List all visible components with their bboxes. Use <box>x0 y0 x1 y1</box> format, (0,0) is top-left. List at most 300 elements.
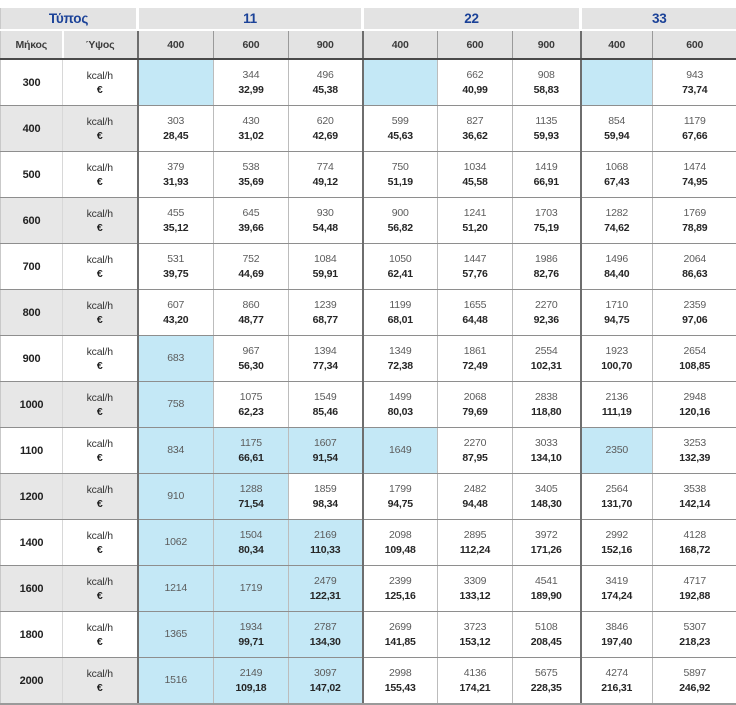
eur-value: 59,94 <box>582 129 653 144</box>
eur-value: 39,75 <box>139 267 214 282</box>
unit-cell <box>63 336 138 382</box>
eur-value: 35,12 <box>139 221 214 236</box>
eur-value: 40,99 <box>438 83 512 98</box>
eur-value: 131,70 <box>582 497 653 512</box>
value-cell <box>138 612 214 658</box>
table-row <box>1 336 736 382</box>
length-cell: 900 <box>1 336 63 382</box>
kcal-value: 1394 <box>289 344 362 359</box>
value-cell <box>513 152 581 198</box>
value-cell <box>289 474 363 520</box>
eur-value: 84,40 <box>582 267 653 282</box>
value-cell <box>138 336 214 382</box>
table-row <box>1 290 736 336</box>
eur-value: 48,77 <box>214 313 288 328</box>
kcal-unit-label: kcal/h <box>63 529 137 543</box>
value-cell <box>138 658 214 705</box>
length-cell: 600 <box>1 198 63 244</box>
value-cell <box>289 520 363 566</box>
value-cell <box>513 198 581 244</box>
eur-value: 64,48 <box>438 313 512 328</box>
kcal-value: 1986 <box>513 252 580 267</box>
kcal-value: 967 <box>214 344 288 359</box>
kcal-value: 683 <box>139 351 214 366</box>
kcal-unit-label: kcal/h <box>63 69 137 83</box>
unit-cell <box>63 474 138 520</box>
price-table <box>0 8 736 705</box>
kcal-unit-label: kcal/h <box>63 437 137 451</box>
eur-value: 228,35 <box>513 681 580 696</box>
eur-value: 74,62 <box>582 221 653 236</box>
value-cell <box>581 152 653 198</box>
eur-value: 94,75 <box>582 313 653 328</box>
value-cell <box>581 59 653 106</box>
eur-value: 68,01 <box>364 313 438 328</box>
unit-cell <box>63 566 138 612</box>
eur-value: 58,83 <box>513 83 580 98</box>
value-cell <box>363 382 438 428</box>
eur-value: 45,63 <box>364 129 438 144</box>
kcal-value: 2136 <box>582 390 653 405</box>
eur-value: 87,95 <box>438 451 512 466</box>
kcal-value: 900 <box>364 206 438 221</box>
eur-value: 92,36 <box>513 313 580 328</box>
kcal-value: 2359 <box>653 298 736 313</box>
eur-value: 51,19 <box>364 175 438 190</box>
value-cell <box>653 336 736 382</box>
value-cell <box>653 198 736 244</box>
value-cell <box>363 612 438 658</box>
kcal-value: 645 <box>214 206 288 221</box>
kcal-value: 1419 <box>513 160 580 175</box>
eur-value: 44,69 <box>214 267 288 282</box>
kcal-value: 1703 <box>513 206 580 221</box>
value-cell <box>363 336 438 382</box>
kcal-value: 2149 <box>214 666 288 681</box>
eur-value: 56,30 <box>214 359 288 374</box>
kcal-value: 1496 <box>582 252 653 267</box>
kcal-value: 1859 <box>289 482 362 497</box>
kcal-value: 2654 <box>653 344 736 359</box>
eur-value: 94,48 <box>438 497 512 512</box>
eur-value: 82,76 <box>513 267 580 282</box>
kcal-value: 620 <box>289 114 362 129</box>
eur-value: 36,62 <box>438 129 512 144</box>
value-cell <box>581 336 653 382</box>
eur-unit-label: € <box>63 635 137 649</box>
eur-value: 142,14 <box>653 497 736 512</box>
value-cell <box>138 290 214 336</box>
eur-value: 168,72 <box>653 543 736 558</box>
eur-value: 108,85 <box>653 359 736 374</box>
eur-value: 57,76 <box>438 267 512 282</box>
kcal-value: 910 <box>139 489 214 504</box>
kcal-value: 2064 <box>653 252 736 267</box>
kcal-value: 1349 <box>364 344 438 359</box>
eur-value: 54,48 <box>289 221 362 236</box>
kcal-unit-label: kcal/h <box>63 483 137 497</box>
value-cell <box>513 428 581 474</box>
eur-value: 74,95 <box>653 175 736 190</box>
eur-unit-label: € <box>63 405 137 419</box>
height-column-header: Ύψος <box>63 30 138 59</box>
value-cell <box>289 336 363 382</box>
value-cell <box>438 382 513 428</box>
table-row <box>1 428 736 474</box>
eur-value: 99,71 <box>214 635 288 650</box>
value-cell <box>214 382 289 428</box>
eur-unit-label: € <box>63 129 137 143</box>
value-cell <box>289 428 363 474</box>
kcal-value: 538 <box>214 160 288 175</box>
unit-cell <box>63 520 138 566</box>
kcal-unit-label: kcal/h <box>63 575 137 589</box>
value-cell <box>363 59 438 106</box>
value-cell <box>289 59 363 106</box>
eur-value: 147,02 <box>289 681 362 696</box>
height-header-11-600: 600 <box>214 30 289 59</box>
height-header-33-600: 600 <box>653 30 736 59</box>
value-cell <box>438 428 513 474</box>
value-cell <box>214 106 289 152</box>
eur-value: 45,58 <box>438 175 512 190</box>
eur-value: 62,23 <box>214 405 288 420</box>
value-cell <box>653 244 736 290</box>
value-cell <box>438 612 513 658</box>
eur-value: 111,19 <box>582 405 653 420</box>
eur-unit-label: € <box>63 359 137 373</box>
kcal-value: 1135 <box>513 114 580 129</box>
eur-value: 72,49 <box>438 359 512 374</box>
column-header-row <box>1 30 736 59</box>
eur-value: 134,30 <box>289 635 362 650</box>
kcal-value: 2479 <box>289 574 362 589</box>
value-cell <box>289 382 363 428</box>
eur-value: 148,30 <box>513 497 580 512</box>
value-cell <box>438 198 513 244</box>
unit-cell <box>63 382 138 428</box>
kcal-value: 1923 <box>582 344 653 359</box>
value-cell <box>289 198 363 244</box>
value-cell <box>513 382 581 428</box>
table-row <box>1 244 736 290</box>
kcal-value: 5897 <box>653 666 736 681</box>
kcal-value: 662 <box>438 68 512 83</box>
kcal-value: 3723 <box>438 620 512 635</box>
height-header-33-400: 400 <box>581 30 653 59</box>
kcal-value: 1934 <box>214 620 288 635</box>
height-header-22-600: 600 <box>438 30 513 59</box>
value-cell <box>214 428 289 474</box>
value-cell <box>289 106 363 152</box>
eur-value: 110,33 <box>289 543 362 558</box>
unit-cell <box>63 658 138 705</box>
value-cell <box>214 658 289 705</box>
value-cell <box>363 658 438 705</box>
unit-cell <box>63 244 138 290</box>
value-cell <box>138 474 214 520</box>
kcal-value: 1075 <box>214 390 288 405</box>
kcal-value: 2564 <box>582 482 653 497</box>
value-cell <box>581 428 653 474</box>
eur-value: 122,31 <box>289 589 362 604</box>
kcal-value: 1288 <box>214 482 288 497</box>
kcal-value: 827 <box>438 114 512 129</box>
eur-value: 112,24 <box>438 543 512 558</box>
length-cell: 700 <box>1 244 63 290</box>
eur-value: 77,34 <box>289 359 362 374</box>
kcal-value: 2068 <box>438 390 512 405</box>
eur-value: 192,88 <box>653 589 736 604</box>
kcal-value: 5307 <box>653 620 736 635</box>
kcal-value: 2998 <box>364 666 438 681</box>
kcal-value: 1474 <box>653 160 736 175</box>
table-row <box>1 658 736 705</box>
height-header-22-400: 400 <box>363 30 438 59</box>
value-cell <box>214 59 289 106</box>
value-cell <box>438 336 513 382</box>
kcal-value: 1710 <box>582 298 653 313</box>
kcal-value: 2787 <box>289 620 362 635</box>
height-header-11-900: 900 <box>289 30 363 59</box>
eur-value: 73,74 <box>653 83 736 98</box>
kcal-unit-label: kcal/h <box>63 115 137 129</box>
value-cell <box>581 520 653 566</box>
kcal-value: 752 <box>214 252 288 267</box>
eur-value: 66,61 <box>214 451 288 466</box>
kcal-value: 908 <box>513 68 580 83</box>
table-row <box>1 566 736 612</box>
kcal-value: 3972 <box>513 528 580 543</box>
value-cell <box>214 198 289 244</box>
length-cell: 400 <box>1 106 63 152</box>
value-cell <box>289 290 363 336</box>
eur-unit-label: € <box>63 313 137 327</box>
kcal-value: 1084 <box>289 252 362 267</box>
kcal-value: 2838 <box>513 390 580 405</box>
eur-unit-label: € <box>63 175 137 189</box>
kcal-value: 860 <box>214 298 288 313</box>
value-cell <box>581 106 653 152</box>
kcal-value: 4274 <box>582 666 653 681</box>
eur-unit-label: € <box>63 543 137 557</box>
eur-value: 31,02 <box>214 129 288 144</box>
value-cell <box>363 428 438 474</box>
eur-value: 45,38 <box>289 83 362 98</box>
eur-value: 109,48 <box>364 543 438 558</box>
kcal-value: 2554 <box>513 344 580 359</box>
eur-value: 174,24 <box>582 589 653 604</box>
length-cell: 1100 <box>1 428 63 474</box>
value-cell <box>214 612 289 658</box>
kcal-value: 2482 <box>438 482 512 497</box>
value-cell <box>653 566 736 612</box>
eur-value: 152,16 <box>582 543 653 558</box>
value-cell <box>438 59 513 106</box>
eur-unit-label: € <box>63 681 137 695</box>
kcal-value: 3405 <box>513 482 580 497</box>
value-cell <box>138 59 214 106</box>
value-cell <box>214 290 289 336</box>
eur-unit-label: € <box>63 221 137 235</box>
value-cell <box>513 474 581 520</box>
eur-value: 171,26 <box>513 543 580 558</box>
eur-value: 42,69 <box>289 129 362 144</box>
value-cell <box>363 106 438 152</box>
value-cell <box>513 59 581 106</box>
eur-value: 133,12 <box>438 589 512 604</box>
eur-value: 153,12 <box>438 635 512 650</box>
kcal-unit-label: kcal/h <box>63 345 137 359</box>
value-cell <box>653 152 736 198</box>
eur-unit-label: € <box>63 589 137 603</box>
eur-value: 66,91 <box>513 175 580 190</box>
value-cell <box>513 244 581 290</box>
value-cell <box>438 520 513 566</box>
table-row <box>1 474 736 520</box>
value-cell <box>289 152 363 198</box>
table-row <box>1 520 736 566</box>
eur-value: 94,75 <box>364 497 438 512</box>
value-cell <box>438 106 513 152</box>
value-cell <box>581 290 653 336</box>
eur-value: 32,99 <box>214 83 288 98</box>
kcal-value: 5675 <box>513 666 580 681</box>
eur-value: 141,85 <box>364 635 438 650</box>
eur-value: 35,69 <box>214 175 288 190</box>
type-header: Τύπος <box>1 8 138 30</box>
value-cell <box>138 198 214 244</box>
length-cell: 1400 <box>1 520 63 566</box>
kcal-value: 3419 <box>582 574 653 589</box>
length-cell: 2000 <box>1 658 63 705</box>
value-cell <box>513 658 581 705</box>
value-cell <box>363 152 438 198</box>
kcal-value: 531 <box>139 252 214 267</box>
kcal-value: 2098 <box>364 528 438 543</box>
eur-value: 86,63 <box>653 267 736 282</box>
eur-value: 49,12 <box>289 175 362 190</box>
value-cell <box>289 244 363 290</box>
unit-cell <box>63 198 138 244</box>
kcal-value: 3033 <box>513 436 580 451</box>
value-cell <box>581 382 653 428</box>
value-cell <box>214 474 289 520</box>
eur-value: 109,18 <box>214 681 288 696</box>
eur-unit-label: € <box>63 267 137 281</box>
eur-value: 67,43 <box>582 175 653 190</box>
value-cell <box>363 290 438 336</box>
kcal-value: 1365 <box>139 627 214 642</box>
value-cell <box>214 152 289 198</box>
kcal-value: 1719 <box>214 581 288 596</box>
kcal-value: 5108 <box>513 620 580 635</box>
value-cell <box>363 566 438 612</box>
height-header-11-400: 400 <box>138 30 214 59</box>
eur-value: 85,46 <box>289 405 362 420</box>
kcal-value: 1861 <box>438 344 512 359</box>
kcal-value: 1499 <box>364 390 438 405</box>
kcal-value: 2270 <box>438 436 512 451</box>
value-cell <box>363 244 438 290</box>
kcal-value: 1239 <box>289 298 362 313</box>
kcal-value: 1504 <box>214 528 288 543</box>
kcal-unit-label: kcal/h <box>63 161 137 175</box>
eur-value: 67,66 <box>653 129 736 144</box>
kcal-value: 1034 <box>438 160 512 175</box>
eur-value: 120,16 <box>653 405 736 420</box>
value-cell <box>653 474 736 520</box>
kcal-value: 1649 <box>364 443 438 458</box>
value-cell <box>363 520 438 566</box>
kcal-value: 3538 <box>653 482 736 497</box>
kcal-unit-label: kcal/h <box>63 621 137 635</box>
value-cell <box>438 474 513 520</box>
eur-value: 155,43 <box>364 681 438 696</box>
kcal-value: 4541 <box>513 574 580 589</box>
unit-cell <box>63 106 138 152</box>
value-cell <box>138 106 214 152</box>
kcal-value: 3846 <box>582 620 653 635</box>
value-cell <box>513 290 581 336</box>
length-cell: 1600 <box>1 566 63 612</box>
value-cell <box>438 244 513 290</box>
table-row <box>1 106 736 152</box>
kcal-value: 930 <box>289 206 362 221</box>
value-cell <box>581 198 653 244</box>
kcal-value: 2948 <box>653 390 736 405</box>
kcal-value: 379 <box>139 160 214 175</box>
kcal-value: 1199 <box>364 298 438 313</box>
kcal-value: 1799 <box>364 482 438 497</box>
eur-value: 59,93 <box>513 129 580 144</box>
value-cell <box>653 382 736 428</box>
eur-value: 174,21 <box>438 681 512 696</box>
eur-value: 125,16 <box>364 589 438 604</box>
kcal-value: 1050 <box>364 252 438 267</box>
value-cell <box>214 566 289 612</box>
height-header-22-900: 900 <box>513 30 581 59</box>
value-cell <box>289 566 363 612</box>
kcal-value: 4128 <box>653 528 736 543</box>
unit-cell <box>63 59 138 106</box>
eur-value: 51,20 <box>438 221 512 236</box>
kcal-value: 943 <box>653 68 736 83</box>
kcal-unit-label: kcal/h <box>63 391 137 405</box>
value-cell <box>138 244 214 290</box>
eur-value: 100,70 <box>582 359 653 374</box>
kcal-value: 496 <box>289 68 362 83</box>
value-cell <box>581 612 653 658</box>
length-column-header: Μήκος <box>1 30 63 59</box>
value-cell <box>438 566 513 612</box>
eur-value: 79,69 <box>438 405 512 420</box>
eur-value: 132,39 <box>653 451 736 466</box>
kcal-value: 1068 <box>582 160 653 175</box>
kcal-unit-label: kcal/h <box>63 207 137 221</box>
kcal-value: 774 <box>289 160 362 175</box>
kcal-value: 1062 <box>139 535 214 550</box>
eur-value: 68,77 <box>289 313 362 328</box>
kcal-value: 2992 <box>582 528 653 543</box>
value-cell <box>214 244 289 290</box>
value-cell <box>653 428 736 474</box>
kcal-value: 599 <box>364 114 438 129</box>
kcal-value: 3309 <box>438 574 512 589</box>
kcal-value: 1769 <box>653 206 736 221</box>
kcal-value: 2399 <box>364 574 438 589</box>
kcal-value: 1241 <box>438 206 512 221</box>
